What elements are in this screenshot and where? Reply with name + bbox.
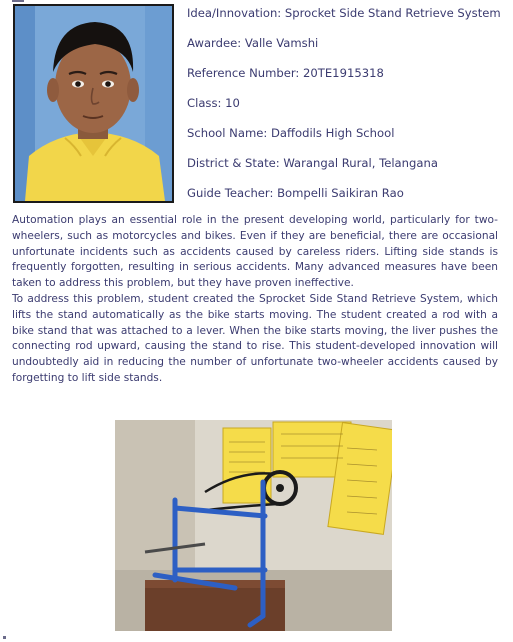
school-name-line: School Name: Daffodils High School bbox=[187, 126, 395, 140]
description-paragraph-2: To address this problem, student created the Sprocket Side Stand Retrieve System, which lifts the stand automatically as the bike starts moving. The student created a rod with a bike stand that was attached to a lever. When the bike starts moving, the liver pushes the connecting rod upward, causing the stand to rise. This student-developed innovation will undoubtedly aid in reducing the number of unfortunate two-wheeler accidents caused by forgetting to lift side stands. bbox=[12, 292, 498, 384]
sprocket-model-illustration bbox=[115, 420, 392, 631]
awardee-details bbox=[187, 6, 507, 216]
awardee-line: Awardee: Valle Vamshi bbox=[187, 36, 319, 50]
page-edge-mark-bottom bbox=[3, 636, 6, 639]
project-model-photo bbox=[115, 420, 392, 631]
guide-teacher-line: Guide Teacher: Bompelli Saikiran Rao bbox=[187, 186, 404, 200]
class-line: Class: 10 bbox=[187, 96, 240, 110]
page-edge-mark bbox=[12, 0, 24, 2]
project-description bbox=[12, 213, 498, 387]
description-paragraph-1: Automation plays an essential role in the present developing world, particularly for two-wheelers, such as motorcycles and bikes. Even if they are beneficial, there are occasional unfortunate incidents such as accidents caused by careless riders. Lifting side stands is frequently forgotten, resulting in serious accidents. Many advanced measures have been taken to address this problem, but they have proven ineffective. bbox=[12, 214, 498, 290]
awardee-portrait bbox=[13, 4, 174, 203]
reference-number-line: Reference Number: 20TE1915318 bbox=[187, 66, 384, 80]
district-state-line: District & State: Warangal Rural, Telangana bbox=[187, 156, 438, 170]
portrait-illustration bbox=[15, 6, 172, 201]
idea-line: Idea/Innovation: Sprocket Side Stand Retrieve System bbox=[187, 6, 501, 20]
